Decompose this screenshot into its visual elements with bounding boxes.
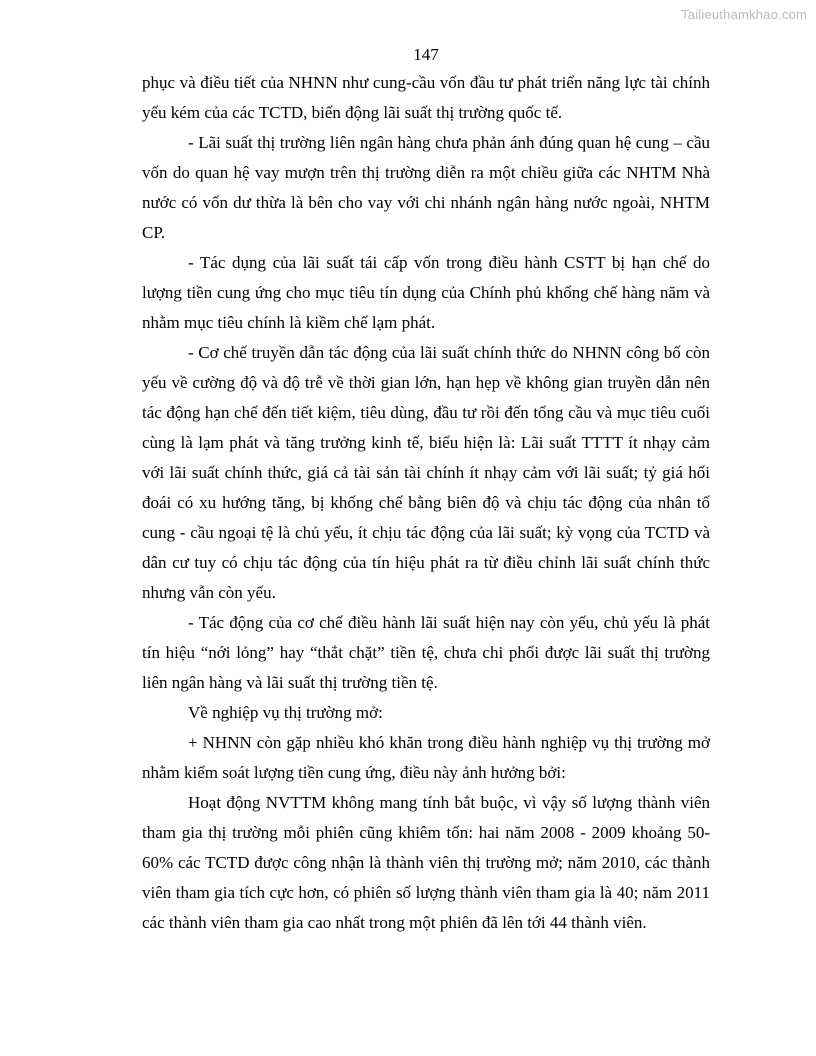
document-body xyxy=(142,68,710,938)
watermark: Tailieuthamkhao.com xyxy=(681,7,807,22)
paragraph-interbank-rate: - Lãi suất thị trường liên ngân hàng chưa phản ánh đúng quan hệ cung – cầu vốn do quan hệ vay mượn trên thị trường diễn ra một chiều giữa các NHTM Nhà nước có vốn dư thừa là bên cho vay với chi nhánh ngân hàng nước ngoài, NHTM CP. xyxy=(142,133,710,242)
paragraph-omo-difficulties: + NHNN còn gặp nhiều khó khăn trong điều hành nghiệp vụ thị trường mở nhằm kiểm soát lượng tiền cung ứng, điều này ảnh hưởng bởi: xyxy=(142,733,710,782)
paragraph-omo-participation: Hoạt động NVTTM không mang tính bắt buộc, vì vậy số lượng thành viên tham gia thị trường mỗi phiên cũng khiêm tốn: hai năm 2008 - 2009 khoảng 50-60% các TCTD được công nhận là thành viên thị trường mở; năm 2010, các thành viên tham gia tích cực hơn, có phiên số lượng thành viên tham gia là 40; năm 2011 các thành viên tham gia cao nhất trong một phiên đã lên tới 44 thành viên. xyxy=(142,793,710,932)
page-number: 147 xyxy=(413,45,439,64)
paragraph-transmission-mechanism: - Cơ chế truyền dẫn tác động của lãi suất chính thức do NHNN công bố còn yếu về cường độ và độ trễ về thời gian lớn, hạn hẹp về không gian truyền dẫn nên tác động hạn chế đến tiết kiệm, tiêu dùng, đầu tư rồi đến tổng cầu và mục tiêu cuối cùng là lạm phát và tăng trưởng kinh tế, biểu hiện là: Lãi suất TTTT ít nhạy cảm với lãi suất chính thức, giá cả tài sản tài chính ít nhạy cảm với lãi suất; tỷ giá hối đoái có xu hướng tăng, bị khống chế bằng biên độ và chịu tác động của nhân tố cung - cầu ngoại tệ là chủ yếu, ít chịu tác động của lãi suất; kỳ vọng của TCTD và dân cư tuy có chịu tác động của tín hiệu phát ra từ điều chỉnh lãi suất chính thức nhưng vẫn còn yếu. xyxy=(142,343,710,602)
paragraph-continuation: phục và điều tiết của NHNN như cung-cầu vốn đầu tư phát triển năng lực tài chính yếu kém của các TCTD, biến động lãi suất thị trường quốc tế. xyxy=(142,73,710,122)
paragraph-omo-heading: Về nghiệp vụ thị trường mở: xyxy=(188,703,383,722)
paragraph-refinancing-rate: - Tác dụng của lãi suất tái cấp vốn trong điều hành CSTT bị hạn chế do lượng tiền cung ứng cho mục tiêu tín dụng của Chính phủ khống chế hàng năm và nhằm mục tiêu chính là kiềm chế lạm phát. xyxy=(142,253,710,332)
paragraph-rate-management: - Tác động của cơ chế điều hành lãi suất hiện nay còn yếu, chủ yếu là phát tín hiệu “nới lỏng” hay “thắt chặt” tiền tệ, chưa chi phối được lãi suất thị trường liên ngân hàng và lãi suất thị trường tiền tệ. xyxy=(142,613,710,692)
